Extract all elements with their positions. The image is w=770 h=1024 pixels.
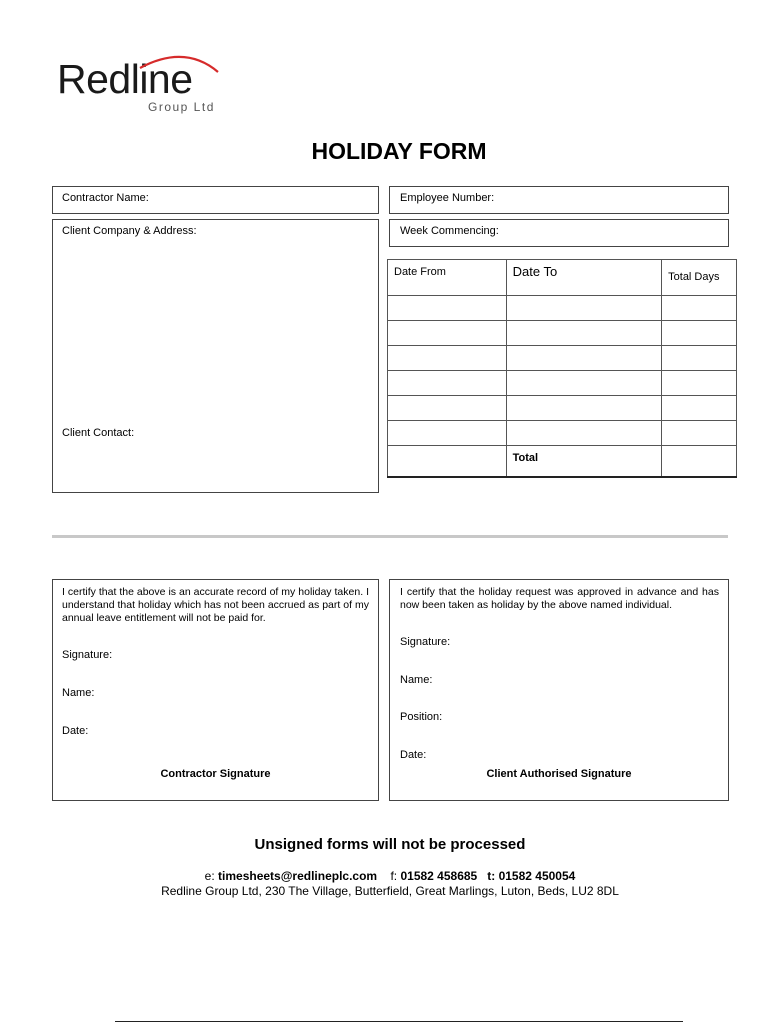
fax-prefix: f:	[390, 869, 401, 883]
tel-number: 01582 450054	[498, 869, 576, 883]
fax-number: 01582 458685	[400, 869, 478, 883]
form-title: HOLIDAY FORM	[311, 138, 487, 164]
contractor-cert-text: I certify that the above is an accurate record of my holiday taken. I understand that holiday which has not been accrued as part of my annual leave entitlement will not be paid for.	[62, 586, 369, 624]
client-signature-label[interactable]: Signature:	[400, 636, 451, 648]
contractor-signature-heading: Contractor Signature	[160, 768, 271, 780]
week-commencing-field[interactable]	[389, 219, 729, 247]
contractor-certification-box	[52, 579, 379, 801]
table-row[interactable]	[388, 396, 737, 421]
contractor-signature-label[interactable]: Signature:	[62, 649, 113, 661]
bottom-rule	[115, 1021, 683, 1022]
company-address: Redline Group Ltd, 230 The Village, Butterfield, Great Marlings, Luton, Beds, LU2 8DL	[161, 884, 619, 898]
client-cert-text: I certify that the holiday request was approved in advance and has now been taken as holiday by the above named individual.	[400, 586, 719, 611]
client-name-label[interactable]: Name:	[400, 674, 433, 686]
logo-arc-icon	[130, 50, 225, 85]
contractor-name-sig-label[interactable]: Name:	[62, 687, 95, 699]
col-total-days: Total Days	[662, 260, 737, 296]
col-date-from: Date From	[388, 260, 507, 296]
table-total-row	[388, 446, 737, 478]
table-row[interactable]	[388, 346, 737, 371]
contractor-name-field[interactable]	[52, 186, 379, 214]
client-date-label[interactable]: Date:	[400, 749, 427, 761]
holiday-dates-table	[387, 259, 737, 478]
client-position-label[interactable]: Position:	[400, 711, 443, 723]
total-label: Total	[506, 446, 662, 478]
employee-number-field[interactable]	[389, 186, 729, 214]
client-certification-box	[389, 579, 729, 801]
logo-subtext: Group Ltd	[148, 100, 215, 114]
employee-number-label: Employee Number:	[400, 192, 495, 204]
table-header-row	[388, 260, 737, 296]
week-commencing-label: Week Commencing:	[400, 225, 499, 237]
unsigned-notice: Unsigned forms will not be processed	[254, 836, 526, 853]
total-days-cell[interactable]	[662, 446, 737, 478]
client-company-field[interactable]	[52, 219, 379, 493]
contractor-name-label: Contractor Name:	[62, 192, 149, 204]
section-divider	[52, 535, 728, 538]
contractor-date-label[interactable]: Date:	[62, 725, 89, 737]
client-signature-heading: Client Authorised Signature	[486, 768, 632, 780]
tel-prefix: t:	[487, 869, 499, 883]
client-company-label: Client Company & Address:	[62, 225, 197, 237]
email-link[interactable]: timesheets@redlineplc.com	[218, 869, 378, 883]
email-prefix: e:	[204, 869, 219, 883]
table-row[interactable]	[388, 371, 737, 396]
client-contact-label: Client Contact:	[62, 427, 135, 439]
col-date-to: Date To	[506, 260, 662, 296]
table-row[interactable]	[388, 296, 737, 321]
table-row[interactable]	[388, 321, 737, 346]
logo-wordmark: Redline	[57, 56, 193, 102]
contact-line	[0, 869, 770, 883]
table-row[interactable]	[388, 421, 737, 446]
